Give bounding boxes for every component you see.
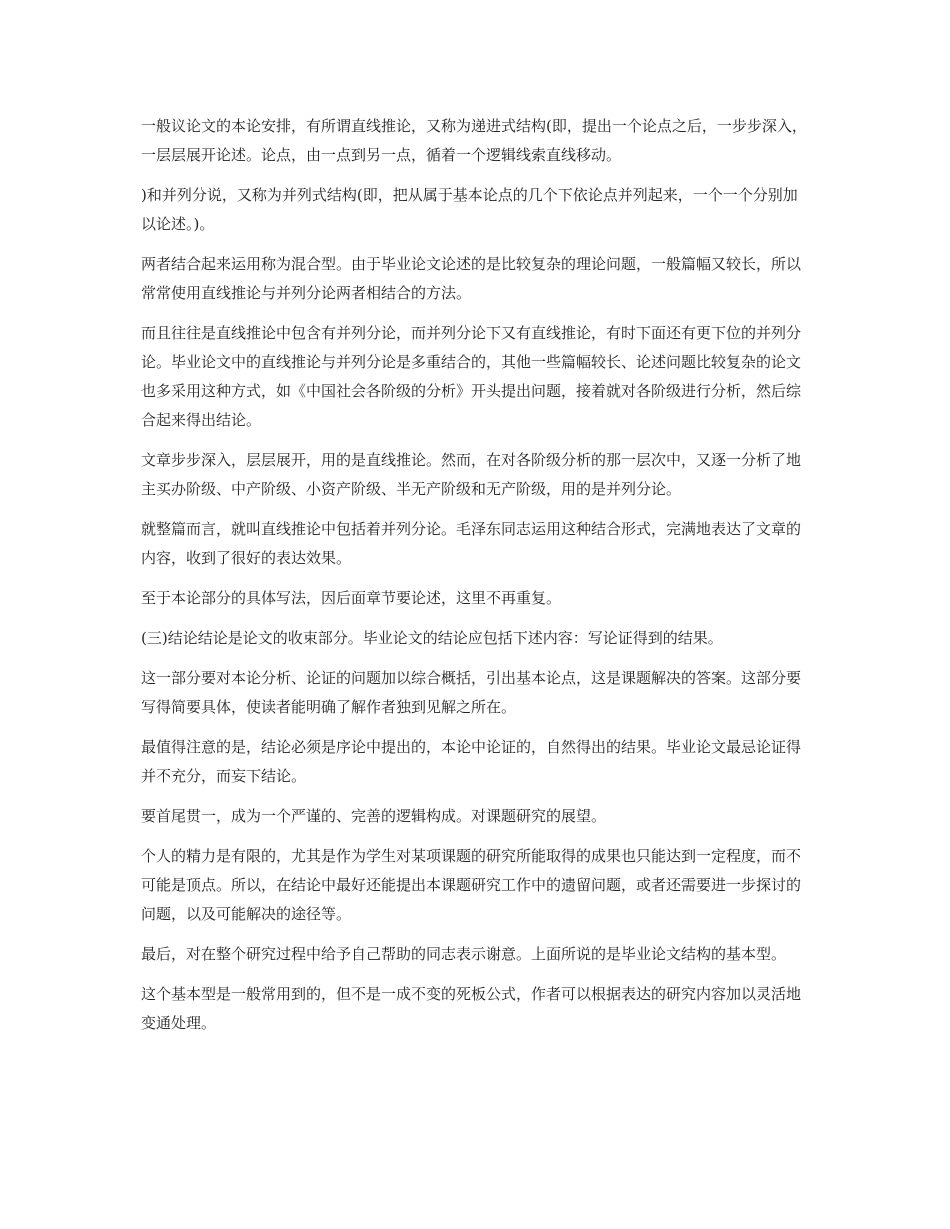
document-body <box>141 112 808 1038</box>
paragraph: 最后，对在整个研究过程中给予自己帮助的同志表示谢意。上面所说的是毕业论文结构的基本型。 <box>141 945 787 963</box>
paragraph: 而且往往是直线推论中包含有并列分论，而并列分论下又有直线推论，有时下面还有更下位的并列分论。毕业论文中的直线推论与并列分论是多重结合的，其他一些篇幅较长、论述问题比较复杂的论文也多采用这种方式，如《中国社会各阶级的分析》开头提出问题，接着就对各阶级进行分析，然后综合起来得出结论。 <box>141 324 802 429</box>
paragraph: (三)结论结论是论文的收束部分。毕业论文的结论应包括下述内容：写论证得到的结果。 <box>141 629 723 647</box>
paragraph: 文章步步深入，层层展开，用的是直线推论。然而，在对各阶级分析的那一层次中，又逐一分析了地主买办阶级、中产阶级、小资产阶级、半无产阶级和无产阶级，用的是并列分论。 <box>141 451 802 498</box>
paragraph: 最值得注意的是，结论必须是序论中提出的，本论中论证的，自然得出的结果。毕业论文最忌论证得并不充分，而妄下结论。 <box>141 738 802 785</box>
paragraph: 至于本论部分的具体写法，因后面章节要论述，这里不再重复。 <box>141 589 562 607</box>
paragraph: 要首尾贯一，成为一个严谨的、完善的逻辑构成。对课题研究的展望。 <box>141 807 607 825</box>
paragraph: 两者结合起来运用称为混合型。由于毕业论文论述的是比较复杂的理论问题，一般篇幅又较长，所以常常使用直线推论与并列分论两者相结合的方法。 <box>141 255 802 302</box>
paragraph: 一般议论文的本论安排，有所谓直线推论，又称为递进式结构(即，提出一个论点之后，一步步深入，一层层展开论述。论点，由一点到另一点，循着一个逻辑线索直线移动。 <box>141 117 807 164</box>
paragraph: 这个基本型是一般常用到的，但不是一成不变的死板公式，作者可以根据表达的研究内容加以灵活地变通处理。 <box>141 985 802 1032</box>
paragraph: 个人的精力是有限的，尤其是作为学生对某项课题的研究所能取得的成果也只能达到一定程度，而不可能是顶点。所以，在结论中最好还能提出本课题研究工作中的遗留问题，或者还需要进一步探讨的问题，以及可能解决的途径等。 <box>141 847 802 923</box>
paragraph: 就整篇而言，就叫直线推论中包括着并列分论。毛泽东同志运用这种结合形式，完满地表达了文章的内容，收到了很好的表达效果。 <box>141 520 802 567</box>
paragraph: )和并列分说，又称为并列式结构(即，把从属于基本论点的几个下依论点并列起来，一个一个分别加以论述。)。 <box>141 186 798 233</box>
paragraph: 这一部分要对本论分析、论证的问题加以综合概括，引出基本论点，这是课题解决的答案。这部分要写得简要具体，使读者能明确了解作者独到见解之所在。 <box>141 669 802 716</box>
